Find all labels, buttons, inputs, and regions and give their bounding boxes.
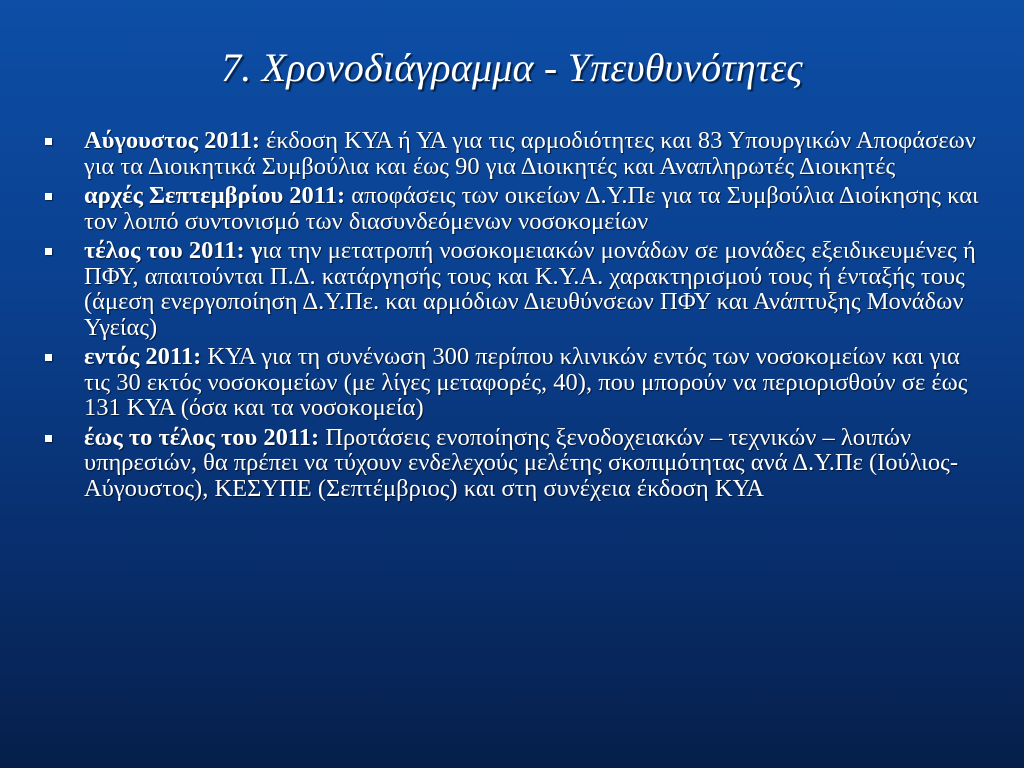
bullet-text: ια την μετατροπή νοσοκομειακών μονάδων σε μονάδες εξειδικευμένες ή ΠΦΥ, απαιτούνται Π.Δ. κατάργησής τους και Κ.Υ.Α. χαρακτηρισμού τους ή ένταξής τους (άμεση ενεργοποίηση Δ.Υ.Πε. και αρμόδιων Διευθύνσεων ΠΦΥ και Ανάπτυξης Μονάδων Υγείας) bbox=[84, 237, 976, 341]
bullet-lead: τέλος του 2011: γ bbox=[84, 237, 263, 264]
bullet-item-end-of-2011 bbox=[42, 238, 988, 340]
bullet-lead: αρχές Σεπτεμβρίου 2011: bbox=[84, 182, 346, 209]
square-bullet-icon bbox=[45, 193, 52, 200]
slide-title: 7. Χρονοδιάγραμμα - Υπευθυνότητες bbox=[221, 45, 803, 90]
bullet-text: έκδοση ΚΥΑ ή ΥΑ για τις αρμοδιότητες και 83 Υπουργικών Αποφάσεων για τα Διοικητικά Συμβούλια και έως 90 για Διοικητές και Αναπληρωτές Διοικητές bbox=[84, 127, 976, 180]
square-bullet-icon bbox=[45, 354, 52, 361]
bullet-item-early-september-2011 bbox=[42, 183, 988, 234]
bullet-item-by-end-of-2011 bbox=[42, 425, 988, 502]
square-bullet-icon bbox=[45, 248, 52, 255]
bullet-list bbox=[42, 128, 988, 505]
bullet-text: ΚΥΑ για τη συνένωση 300 περίπου κλινικών εντός των νοσοκομείων και για τις 30 εκτός νοσοκομείων (με λίγες μεταφορές, 40), που μπορούν να περιορισθούν σε έως 131 ΚΥΑ (όσα και τα νοσοκομεία) bbox=[84, 343, 968, 421]
bullet-lead: Αύγουστος 2011: bbox=[84, 127, 260, 154]
bullet-lead: εντός 2011: bbox=[84, 343, 202, 370]
square-bullet-icon bbox=[45, 138, 52, 145]
bullet-item-august-2011 bbox=[42, 128, 988, 179]
bullet-text: αποφάσεις των οικείων Δ.Υ.Πε για τα Συμβούλια Διοίκησης και τον λοιπό συντονισμό των διασυνδεόμενων νοσοκομείων bbox=[84, 182, 979, 235]
square-bullet-icon bbox=[45, 435, 52, 442]
bullet-text: Προτάσεις ενοποίησης ξενοδοχειακών – τεχνικών – λοιπών υπηρεσιών, θα πρέπει να τύχουν ενδελεχούς μελέτης σκοπιμότητας ανά Δ.Υ.Πε (Ιούλιος-Αύγουστος), ΚΕΣΥΠΕ (Σεπτέμβριος) και στη συνέχεια έκδοση ΚΥΑ bbox=[84, 423, 958, 502]
bullet-item-within-2011 bbox=[42, 344, 988, 421]
bullet-lead: έως το τέλος του 2011: bbox=[84, 423, 320, 451]
